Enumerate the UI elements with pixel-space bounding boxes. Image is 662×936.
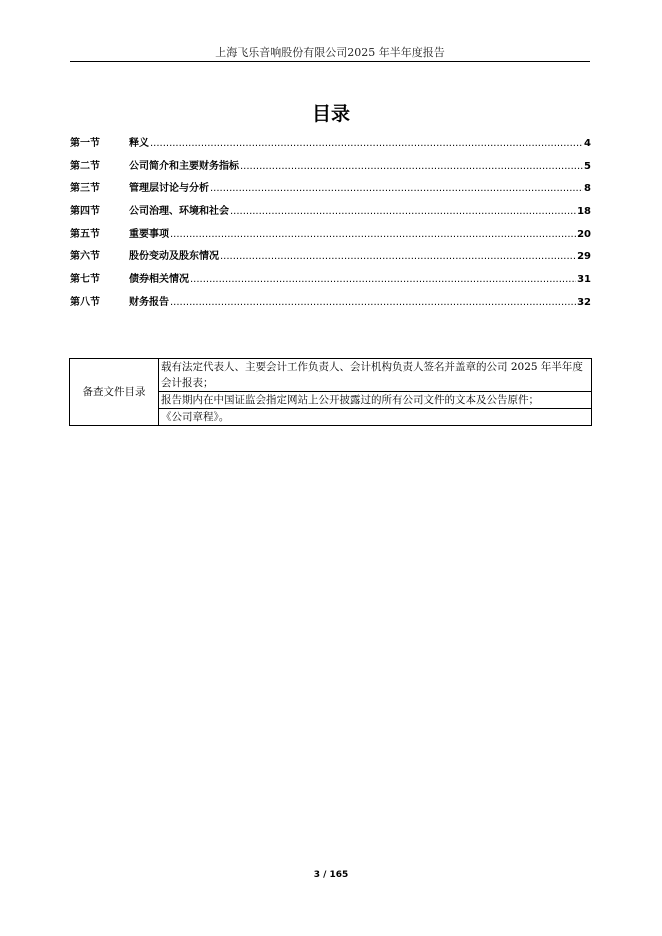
toc-section-title: 释义 bbox=[129, 138, 149, 149]
toc-section-title: 公司简介和主要财务指标 bbox=[129, 160, 239, 172]
toc-dot-leader bbox=[230, 206, 576, 217]
toc-section-number: 第六节 bbox=[70, 251, 100, 263]
toc-page-number: 32 bbox=[577, 296, 591, 308]
toc-section-number: 第五节 bbox=[70, 228, 100, 240]
toc-section-number: 第七节 bbox=[70, 274, 100, 286]
toc-page-number: 8 bbox=[584, 183, 591, 195]
reference-document-item: 报告期内在中国证监会指定网站上公开披露过的所有公司文件的文本及公告原件； bbox=[159, 392, 592, 409]
toc-entry-8[interactable] bbox=[70, 293, 591, 316]
toc-entry-5[interactable] bbox=[70, 225, 591, 248]
toc-entry-2[interactable] bbox=[70, 157, 591, 180]
toc-entry-4[interactable] bbox=[70, 202, 591, 225]
toc-dot-leader bbox=[190, 274, 576, 285]
toc-section-title: 股份变动及股东情况 bbox=[129, 251, 219, 263]
toc-dot-leader bbox=[220, 251, 576, 262]
toc-entry-3[interactable] bbox=[70, 179, 591, 202]
toc-dot-leader bbox=[240, 161, 583, 172]
page-header: 上海飞乐音响股份有限公司2025 年半年度报告 bbox=[215, 46, 445, 59]
toc-section-number: 第四节 bbox=[70, 206, 100, 218]
toc-section-title: 管理层讨论与分析 bbox=[129, 183, 209, 195]
page-number-footer: 3 / 165 bbox=[313, 870, 349, 880]
toc-dot-leader bbox=[170, 297, 576, 308]
toc-dot-leader bbox=[210, 183, 583, 194]
header-rule bbox=[70, 61, 590, 62]
toc-entry-6[interactable] bbox=[70, 247, 591, 270]
reference-documents-table bbox=[69, 358, 592, 426]
toc-page-number: 20 bbox=[577, 228, 591, 240]
toc-section-title: 重要事项 bbox=[129, 228, 169, 240]
table-of-contents bbox=[70, 134, 591, 316]
table-row bbox=[70, 359, 592, 392]
toc-dot-leader bbox=[170, 229, 576, 240]
toc-page-number: 5 bbox=[584, 160, 591, 172]
page-title: 目录 bbox=[311, 103, 350, 125]
toc-entry-1[interactable] bbox=[70, 134, 591, 157]
reference-document-item: 《公司章程》。 bbox=[159, 409, 592, 426]
reference-documents-label: 备查文件目录 bbox=[70, 359, 159, 426]
toc-section-number: 第三节 bbox=[70, 183, 100, 195]
toc-page-number: 4 bbox=[584, 138, 591, 149]
toc-section-title: 债券相关情况 bbox=[129, 274, 189, 286]
toc-section-number: 第一节 bbox=[70, 138, 100, 149]
toc-section-title: 公司治理、环境和社会 bbox=[129, 206, 229, 218]
toc-page-number: 31 bbox=[577, 274, 591, 286]
toc-section-title: 财务报告 bbox=[129, 296, 169, 308]
toc-page-number: 18 bbox=[577, 206, 591, 218]
toc-dot-leader bbox=[150, 138, 583, 149]
toc-section-number: 第八节 bbox=[70, 296, 100, 308]
reference-document-item: 载有法定代表人、主要会计工作负责人、会计机构负责人签名并盖章的公司 2025 年半年度会计报表； bbox=[159, 359, 592, 392]
toc-section-number: 第二节 bbox=[70, 160, 100, 172]
toc-page-number: 29 bbox=[577, 251, 591, 263]
toc-entry-7[interactable] bbox=[70, 270, 591, 293]
